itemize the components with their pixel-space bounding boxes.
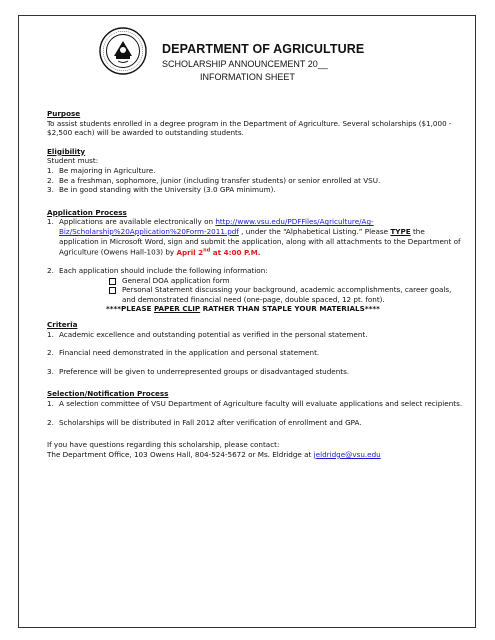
eligibility-intro: Student must:	[47, 156, 99, 166]
contact-intro: If you have questions regarding this scholarship, please contact:	[47, 440, 280, 450]
list-item: 1. Applications are available electronically on http://www.vsu.edu/PDFFiles/Agriculture/Ag-Biz/Scholarship%20Application%20Form-2011.pdf , under the “Alphabetical Listing.” Please TYPE the application in Microsoft Word, sign and submit the application, along with all attachments to the Department of Agriculture (Owens Hall-103) by April 2nd at 4:00 P.M.	[47, 217, 461, 257]
checkbox-item: Personal Statement discussing your background, academic accomplishments, career goals, and demonstrated financial need (one-page, double spaced, 12 pt. font).	[47, 285, 463, 304]
contact-email-link[interactable]: jeldridge@vsu.edu	[313, 449, 381, 459]
selection-heading: Selection/Notification Process	[47, 389, 169, 399]
document-body	[47, 109, 463, 459]
paper-clip-note: ****PLEASE PAPER CLIP RATHER THAN STAPLE YOUR MATERIALS****	[106, 304, 380, 314]
university-seal-icon	[99, 27, 147, 75]
purpose-text: To assist students enrolled in a degree program in the Department of Agriculture. Several scholarships ($1,000 - $2,500 each) will be awarded to outstanding students.	[47, 118, 452, 138]
list-item: 1. Be majoring in Agriculture.	[47, 165, 156, 175]
deadline: April 2nd at 4:00 P.M.	[176, 247, 261, 257]
purpose-heading: Purpose	[47, 109, 81, 118]
list-item: 3. Be in good standing with the University (3.0 GPA minimum).	[47, 185, 276, 195]
criteria-heading: Criteria	[47, 320, 78, 330]
list-item: 2. Be a freshman, sophomore, junior (including transfer students) or senior enrolled at VSU.	[47, 175, 381, 185]
list-item: 2. Each application should include the following information:	[47, 266, 268, 276]
application-heading: Application Process	[47, 207, 127, 217]
eligibility-heading: Eligibility	[47, 146, 86, 156]
subtitle-announcement: SCHOLARSHIP ANNOUNCEMENT 20__	[162, 59, 328, 69]
subtitle-info-sheet: INFORMATION SHEET	[200, 72, 295, 82]
list-item: 3. Preference will be given to underrepresented groups or disadvantaged students.	[47, 366, 350, 376]
application-form-link[interactable]: http://www.vsu.edu/PDFFiles/Agriculture/Ag-Biz/Scholarship%20Application%20Form-2011.pdf	[59, 217, 374, 236]
list-item: 1. Academic excellence and outstanding potential as verified in the personal statement.	[47, 329, 368, 339]
page-title: DEPARTMENT OF AGRICULTURE	[162, 42, 365, 56]
list-item: 1. A selection committee of VSU Department of Agriculture faculty will evaluate applications and select recipients.	[47, 399, 463, 409]
checkbox-item: General DOA application form	[47, 276, 463, 286]
contact-line: The Department Office, 103 Owens Hall, 804-524-5672 or Ms. Eldridge at jeldridge@vsu.edu	[47, 449, 381, 459]
list-item: 2. Financial need demonstrated in the application and personal statement.	[47, 348, 320, 358]
list-item: 2. Scholarships will be distributed in Fall 2012 after verification of enrollment and GPA.	[47, 417, 362, 427]
